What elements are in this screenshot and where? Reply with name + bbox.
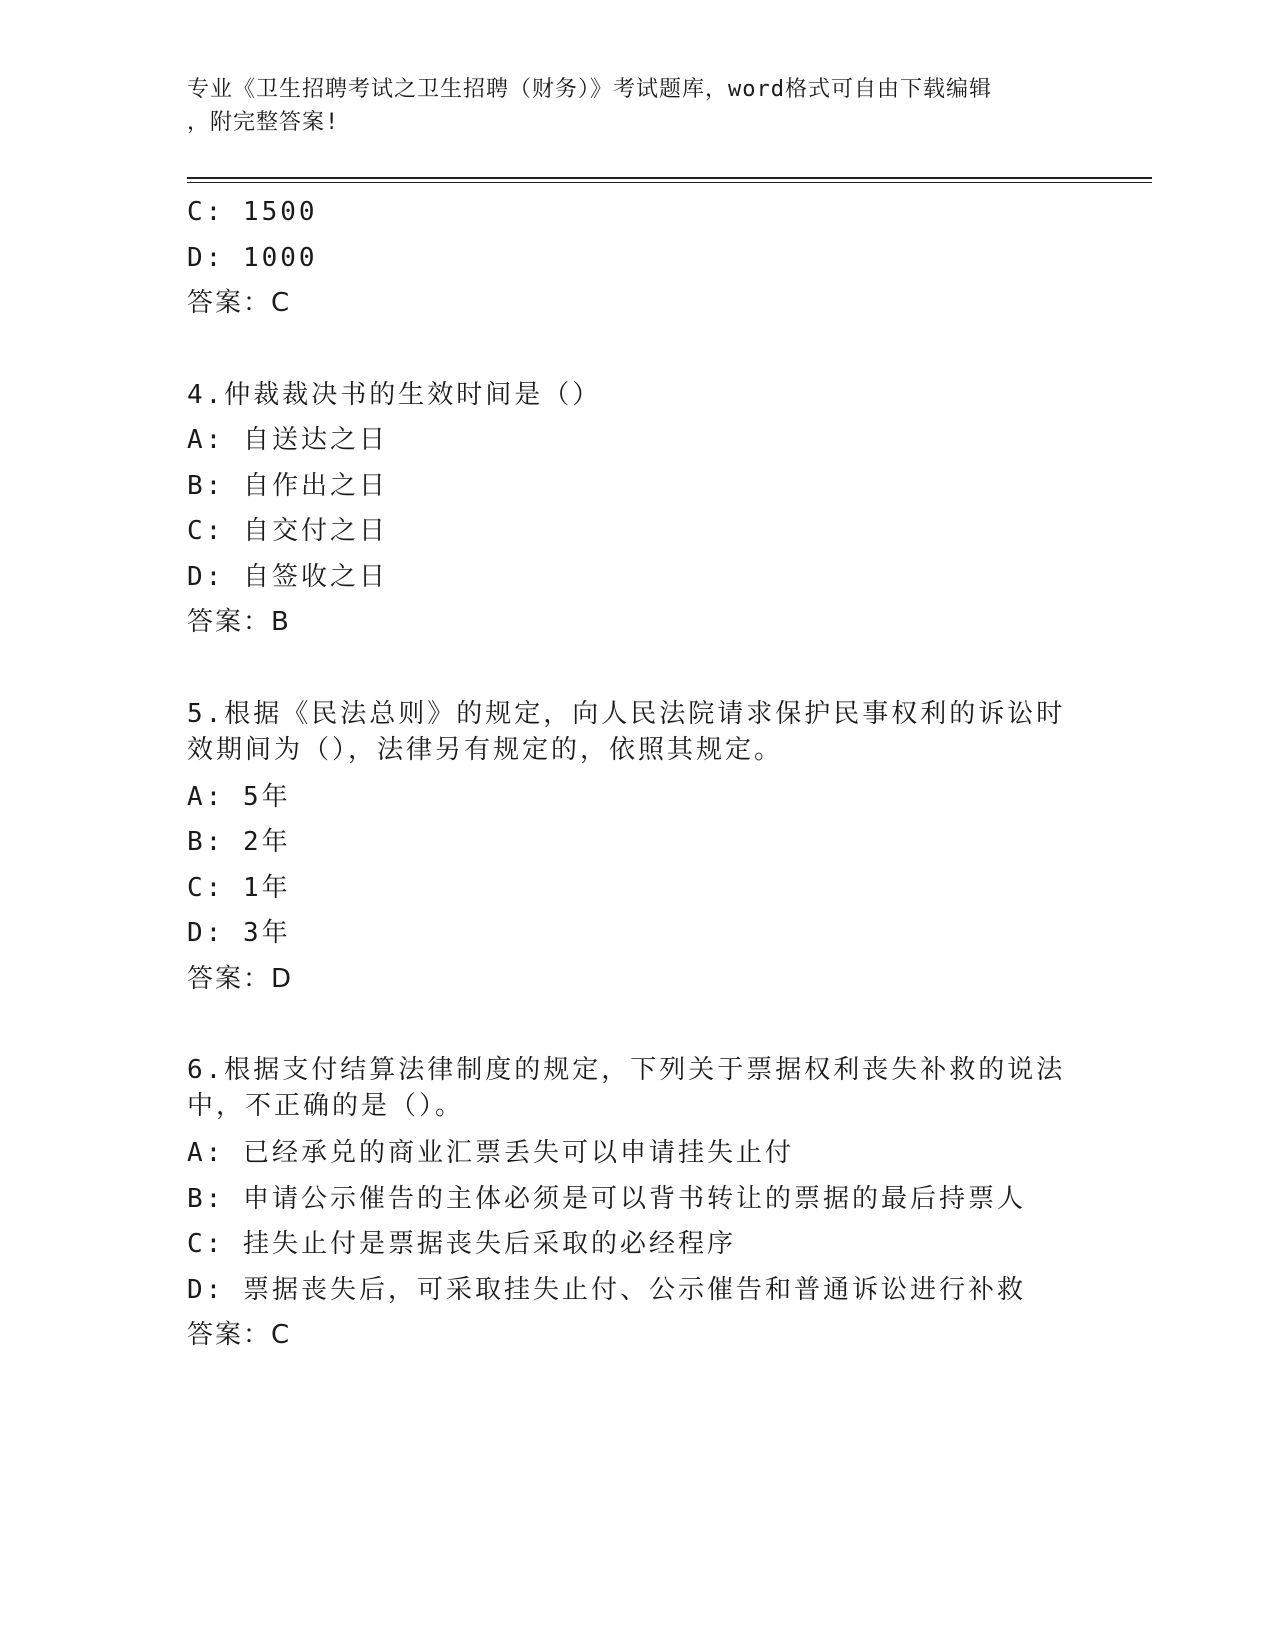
header-divider-thick: [187, 177, 1152, 179]
header-title-line-1: 专业《卫生招聘考试之卫生招聘（财务）》考试题库，word格式可自由下载编辑: [187, 77, 992, 102]
option-c: C: 1年: [187, 872, 291, 903]
option-a: A: 自送达之日: [187, 425, 388, 455]
answer-label: 答案：B: [187, 607, 291, 637]
answer-label: 答案：C: [187, 288, 292, 318]
option-d: D: 票据丧失后，可采取挂失止付、公示催告和普通诉讼进行补救: [187, 1274, 1026, 1305]
question-text-line-2: 中，不正确的是（）。: [187, 1091, 465, 1121]
answer-label: 答案：C: [187, 1320, 292, 1350]
header-divider-thin: [187, 182, 1152, 183]
option-a: A: 5年: [187, 781, 291, 812]
question-5: [187, 696, 1107, 1003]
header-title-line-2: ，附完整答案!: [187, 110, 340, 135]
option-b: B: 2年: [187, 827, 291, 857]
option-d: D: 3年: [187, 918, 291, 948]
answer-label: 答案：D: [187, 963, 294, 994]
question-text-line-2: 效期间为（），法律另有规定的，依照其规定。: [187, 734, 784, 765]
question-text-line-1: 5.根据《民法总则》的规定，向人民法院请求保护民事权利的诉讼时: [187, 698, 1066, 729]
question-4: [187, 373, 1107, 646]
option-d: D: 1000: [187, 242, 318, 273]
option-a: A: 已经承兑的商业汇票丢失可以申请挂失止付: [187, 1138, 794, 1168]
option-b: B: 自作出之日: [187, 470, 388, 501]
question-text: 4.仲裁裁决书的生效时间是（）: [187, 379, 602, 410]
option-c: C: 1500: [187, 197, 318, 227]
previous-question: [187, 190, 1107, 327]
option-c: C: 自交付之日: [187, 516, 388, 546]
option-b: B: 申请公示催告的主体必须是可以背书转让的票据的最后持票人: [187, 1183, 1026, 1214]
option-d: D: 自签收之日: [187, 561, 388, 592]
question-6: [187, 1052, 1107, 1359]
question-text-line-1: 6.根据支付结算法律制度的规定，下列关于票据权利丧失补救的说法: [187, 1055, 1066, 1085]
question-list: [187, 190, 1107, 1359]
option-c: C: 挂失止付是票据丧失后采取的必经程序: [187, 1229, 736, 1259]
document-header: [187, 73, 1067, 139]
